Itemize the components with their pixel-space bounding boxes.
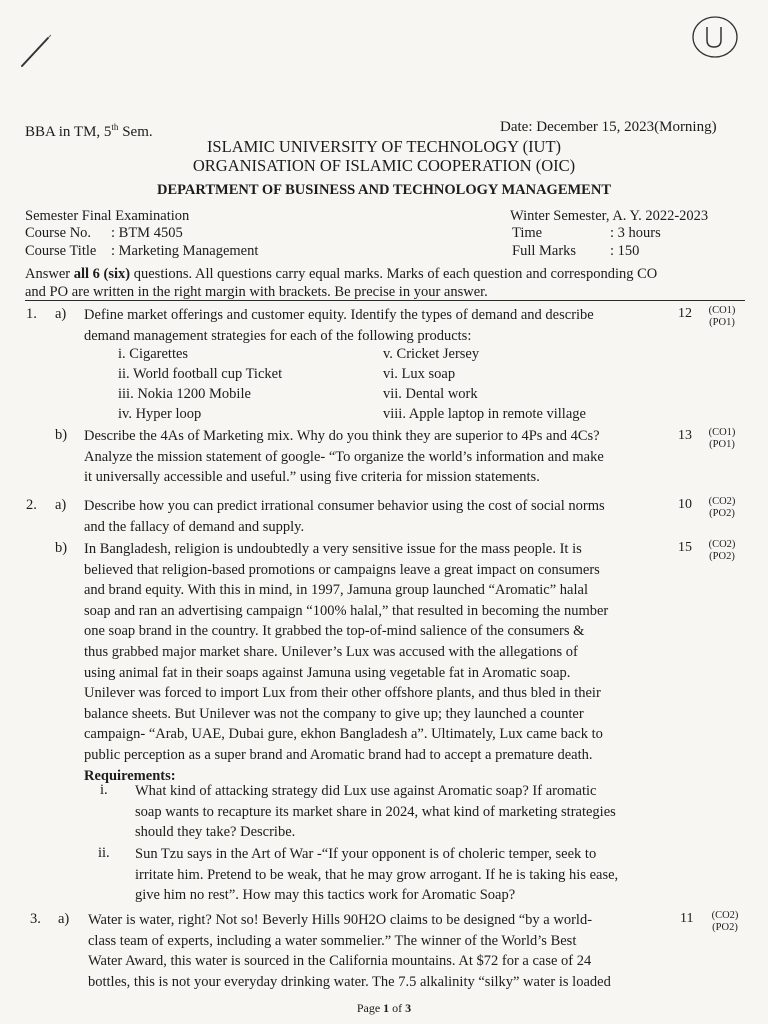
marks: 15: [678, 540, 692, 555]
requirement-label: ii.: [98, 845, 110, 861]
department-name: DEPARTMENT OF BUSINESS AND TECHNOLOGY MANAGEMENT: [156, 182, 612, 198]
co-po-tag: (CO1) (PO1): [708, 305, 736, 328]
course-no-row: Course No. : BTM 4505: [25, 225, 183, 241]
requirement-ii-text: Sun Tzu says in the Art of War -“If your opponent is of choleric temper, seek to irritate him. Pretend to be weak, that he may grow arrogant. If he is taking his ease, give him no rest”. How may this tactics work for Aromatic Soap?: [135, 846, 619, 903]
marks: 10: [678, 497, 692, 512]
subquestion-label: b): [55, 540, 68, 556]
exam-date: Date: December 15, 2023(Morning): [500, 119, 717, 135]
marks: 13: [678, 428, 692, 443]
list-item: iv. Hyper loop: [118, 406, 202, 422]
header-divider: [25, 300, 745, 301]
page-number: Page 1 of 3: [356, 1001, 412, 1015]
subquestion-label: b): [55, 427, 68, 443]
subquestion-label: a): [58, 911, 70, 927]
time-row: Time : 3 hours: [512, 225, 661, 241]
marks: 12: [678, 306, 692, 321]
list-item: ii. World football cup Ticket: [118, 366, 283, 382]
exam-type: Semester Final Examination: [25, 208, 190, 224]
list-item: v. Cricket Jersey: [383, 346, 480, 362]
q1b-text: Describe the 4As of Marketing mix. Why do you think they are superior to 4Ps and 4Cs? Analyze the mission statement of google- “To organize the world’s information and make it universally accessible and useful.” using five criteria for mission statements.: [84, 428, 604, 485]
requirement-i-text: What kind of attacking strategy did Lux use against Aromatic soap? If aromatic soap wants to recapture its market share in 2024, what kind of marketing strategies should they take? Describe.: [135, 783, 616, 840]
q1a-text: Define market offerings and customer equity. Identify the types of demand and describe demand management strategies for each of the following products:: [84, 307, 594, 344]
list-item: i. Cigarettes: [118, 346, 189, 362]
list-item: vi. Lux soap: [383, 366, 456, 382]
university-name: ISLAMIC UNIVERSITY OF TECHNOLOGY (IUT): [206, 137, 562, 156]
semester-info: Winter Semester, A. Y. 2022-2023: [510, 208, 709, 224]
program-label: BBA in TM, 5th Sem.: [25, 122, 153, 140]
co-po-tag: (CO2) (PO2): [708, 496, 736, 519]
co-po-tag: (CO1) (PO1): [708, 427, 736, 450]
requirements-heading: Requirements:: [84, 767, 176, 784]
products-list-left: [118, 344, 282, 424]
question-number: 3.: [30, 911, 41, 927]
course-title-row: Course Title : Marketing Management: [25, 243, 259, 259]
question-number: 2.: [26, 497, 37, 513]
requirement-label: i.: [100, 782, 108, 798]
subquestion-label: a): [55, 306, 67, 322]
q2a-text: Describe how you can predict irrational consumer behavior using the cost of social norms and the fallacy of demand and supply.: [84, 498, 605, 535]
handwritten-circle-mark: [690, 13, 740, 61]
products-list-right: [383, 344, 586, 424]
subquestion-label: a): [55, 497, 67, 513]
list-item: iii. Nokia 1200 Mobile: [118, 386, 251, 402]
full-marks-row: Full Marks : 150: [512, 243, 640, 259]
list-item: viii. Apple laptop in remote village: [383, 406, 586, 422]
co-po-tag: (CO2) (PO2): [711, 910, 739, 933]
q3a-text: Water is water, right? Not so! Beverly Hills 90H2O claims to be designed “by a world- class team of experts, including a water sommelier.” The winner of the World’s Best Water Award, this water is sourced in the California mountains. At $72 for a case of 24 bottles, this is not your everyday drinking water. The 7.5 alkalinity “silky” water is loaded: [88, 912, 611, 990]
instructions: Answer all 6 (six) questions. All questions carry equal marks. Marks of each question and corresponding CO and PO are written in the right margin with brackets. Be precise in your answer.: [25, 266, 658, 300]
question-number: 1.: [26, 306, 37, 322]
marks: 11: [680, 911, 694, 926]
pen-stroke-mark: [18, 30, 58, 70]
q2b-case-text: In Bangladesh, religion is undoubtedly a very sensitive issue for the mass people. It is believed that religion-based promotions or campaigns leave a great impact on consumers and brand equity. With this in mind, in 1997, Jamuna group launched “Aromatic” halal soap and ran an advertising campaign “100% halal,” that resulted in becoming the number one soap brand in the country. It grabbed the top-of-mind salience of the consumers & thus grabbed major market share. Unilever’s Lux was accused with the allegations of using animal fat in their soaps against Jamuna using vegetable fat in Aromatic soap. Unilever was forced to import Lux from their other offshore plants, and thus bled in their balance sheets. But Unilever was not the company to give up; they launched a counter campaign- “Arab, UAE, Dubai gure, ekhon Bangladesh a”. Ultimately, Lux came back to public perception as a super brand and Aromatic brand had to accept a premature death. Requirements:: [84, 539, 664, 786]
co-po-tag: (CO2) (PO2): [708, 539, 736, 562]
list-item: vii. Dental work: [383, 386, 478, 402]
organisation-name: ORGANISATION OF ISLAMIC COOPERATION (OIC): [192, 156, 576, 175]
